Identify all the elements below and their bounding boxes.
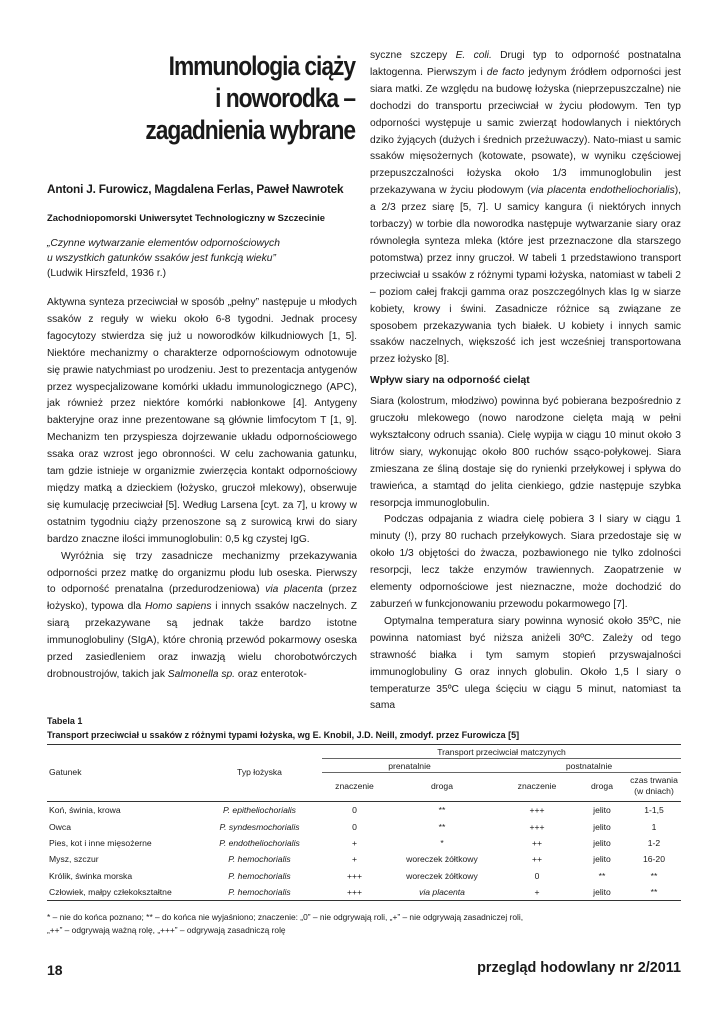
header-czas: czas trwania (w dniach) [630, 775, 678, 796]
data-table [47, 744, 681, 901]
table-label: Tabela 1 [47, 716, 83, 726]
paragraph: syczne szczepy E. coli. Drugi typ to odporność postnatalna laktogenna. Pierwszym i de facto jedynym źródłem odporności jest siara matki. Ze względu na budowę łożyska (nieprzepuszczalne) nie dochodzi do transportu przeciwciał w życiu płodowym. Ten typ odporności występuje u samic zwierząt hodowlanych i niektórych dziko żyjących (dużych i średnich przeżuwaczy). Nato-miast u samic ssaków mięsożernych (kotowate, psowate), w wyniku częściowej przepuszczalności łożyska około 1/3 immunoglobulin jest przekazywana w życiu płodowym (via placenta endotheliochorialis), a 2/3 przez siarę [5, 7]. U samicy kangura (i niektórych innych torbaczy) w torbie dla noworodka następuje wytwarzanie siary oraz równoległa synteza mleka (które jest przeznaczone dla starszego potomstwa) przez inny gruczoł. W tabeli 1 przedstawiono transport przeciwciał u ssaków z różnymi typami łożyska, natomiast w tabeli 2 – poziom całej frakcji gamma oraz poszczególnych klas Ig w siarze kobiety, krowy i świni. Zasadnicze różnice są związane ze sposobem przekazywania tych białek. U kobiety i innych samic ssaków naczelnych, większość ich jest wcześniej transportowana przez łożysko [8]. [370, 50, 681, 366]
header-droga: droga [431, 781, 453, 791]
table-caption [47, 714, 519, 742]
epigraph [47, 236, 357, 281]
affiliation: Zachodniopomorski Uniwersytet Technologiczny w Szczecinie [47, 212, 326, 223]
footnote-line: * – nie do końca poznano; ** – do końca nie wyjaśniono; znaczenie: „0” – nie odgrywają roli, „+” – nie odgrywają zasadniczej roli, [47, 912, 524, 922]
header-typ: Typ łożyska [197, 745, 322, 800]
paragraph: Siara (kolostrum, młodziwo) powinna być pobierana bezpośrednio z gruczołu mlekowego (nowo narodzone cielęta mają w pełni wykształcony odruch ssania). Cielę wypija w ciągu 10 minut około 3 litrów siary, wykonując około 800 ruchów ssąco-połykowej. Siara zmieszana ze śliną dostaje się do rynienki przełykowej i spływa do trawieńca, a stamtąd do jelita cienkiego, gdzie następuje szybka resorpcja immunoglobulin. [370, 396, 681, 509]
table-row: Mysz, szczur P. hemochorialis + woreczek żółtkowy ++ jelito 16-20 [49, 854, 665, 865]
header-transport: Transport przeciwciał matczynych [322, 745, 681, 759]
header-prenatal: prenatalnie [322, 759, 497, 773]
authors: Antoni J. Furowicz, Magdalena Ferlas, Paweł Nawrotek [47, 182, 344, 196]
footnote-line: „++” – odgrywają ważną rolę, „+++” – odgrywają zasadniczą rolę [47, 925, 286, 935]
header-znaczenie: znaczenie [517, 781, 557, 791]
section-heading: Wpływ siary na odporność cieląt [370, 375, 530, 387]
epigraph-source: (Ludwik Hirszfeld, 1936 r.) [47, 268, 167, 279]
right-column [370, 48, 681, 715]
paragraph: Aktywna synteza przeciwciał w sposób „pełny” następuje u młodych ssaków z reguły w wieku około 6-8 tygodni. Jednak procesy fagocytozy stwierdza się już u noworodków kilkudniowych [1, 5]. Niektóre mechanizmy o charakterze odpornościowym odnotowuje się prawie natychmiast po urodzeniu. Jest to prezentacja antygenów przez wyspecjalizowane komórki układu immunologicznego (APC), jak również przez niektóre komórki nabłonkowe [4]. Antygeny bakteryjne oraz inne prezentowane są głównie limfocytom T [1, 9]. Mechanizm ten przyspiesza dojrzewanie układu odpornościowego ssaka oraz wzrost jego obronności. W celu zachowania gatunku, tam gdzie istnieje w organizmie zwierzęcia kontakt odpornościowy między matką a dzieckiem (łożysko, gruczoł mlekowy), obserwuje się kumulację przeciwciał [5]. Według Larsena [cyt. za 7], u krowy w ostatnim tygodniu ciąży przenoszone są z surowicą krwi do siary bardzo znaczne ilości immunoglobulin: 0,5 kg czystej IgG. [47, 297, 357, 545]
table-title: Transport przeciwciał u ssaków z różnymi typami łożyska, wg E. Knobil, J.D. Neill, zmodyf. przez Furowicza [5] [47, 730, 520, 740]
journal-name: przegląd hodowlany nr 2/2011 [477, 960, 681, 976]
header-postnatal: postnatalnie [497, 759, 681, 773]
epigraph-line: u wszystkich gatunków ssaków jest funkcją wieku” [47, 253, 276, 264]
header-gatunek: Gatunek [47, 745, 197, 800]
header-droga: droga [591, 781, 613, 791]
table-row: Pies, kot i inne mięsożerne P. endotheliochorialis + * ++ jelito 1-2 [49, 837, 661, 848]
article-title [84, 50, 355, 146]
paragraph: Optymalna temperatura siary powinna wynosić około 35ºC, nie powinna natomiast być niższa aniżeli 30ºC. Zależy od tego strawność białka i tym samym stopień przyswajalności immunoglobuliny G oraz innych globulin. Około 1,5 l siary o temperaturze 35ºC ulega ścięciu w ciągu 5 minut, natomiast ta sama [370, 615, 681, 712]
left-column [47, 295, 357, 684]
title-line: zagadnienia wybrane [145, 115, 355, 145]
table-row: Owca P. syndesmochorialis 0 ** +++ jelito 1 [49, 821, 657, 832]
page-number: 18 [47, 962, 63, 978]
title-line: i noworodka – [215, 83, 355, 113]
paragraph: Wyróżnia się trzy zasadnicze mechanizmy przekazywania odporności przez matkę do organizmu płodu lub oseska. Pierwszy to odporność prenatalna (przedurodzeniowa) via placenta (przez łożysko), typowa dla Homo sapiens i innych ssaków naczelnych. Z siarą przekazywane są jednak także bardzo istotne immunoglobuliny (SIgA), które chronią przewód pokarmowy oseska przed zasiedleniem oraz inwazją wielu chorobotwórczych drobnoustrojów, takich jak Salmonella sp. oraz enterotok- [47, 550, 357, 680]
table-footnote [47, 911, 681, 937]
table-row: Królik, świnka morska P. hemochorialis +++ woreczek żółtkowy 0 ** ** [49, 870, 658, 881]
epigraph-line: „Czynne wytwarzanie elementów odpornościowych [47, 238, 280, 249]
header-znaczenie: znaczenie [335, 781, 374, 791]
table-row: Koń, świnia, krowa P. epitheliochorialis 0 ** +++ jelito 1-1,5 [49, 805, 664, 816]
paragraph: Podczas odpajania z wiadra cielę pobiera 3 l siary w ciągu 1 minuty (!), przy 80 ruchach przełykowych. Siara przedostaje się w około 1/3 objętości do żwacza, pozbawionego nie tylko zdolności resorpcji, lecz także enzymów trawiennych. Zaopatrzenie w elementy odpornościowe jest nieznaczne, może dochodzić do zaburzeń w funkcjonowaniu przewodu pokarmowego [7]. [370, 514, 681, 610]
table-row: Człowiek, małpy człekokształtne P. hemochorialis +++ via placenta + jelito ** [47, 884, 681, 901]
title-line: Immunologia ciąży [168, 51, 355, 81]
